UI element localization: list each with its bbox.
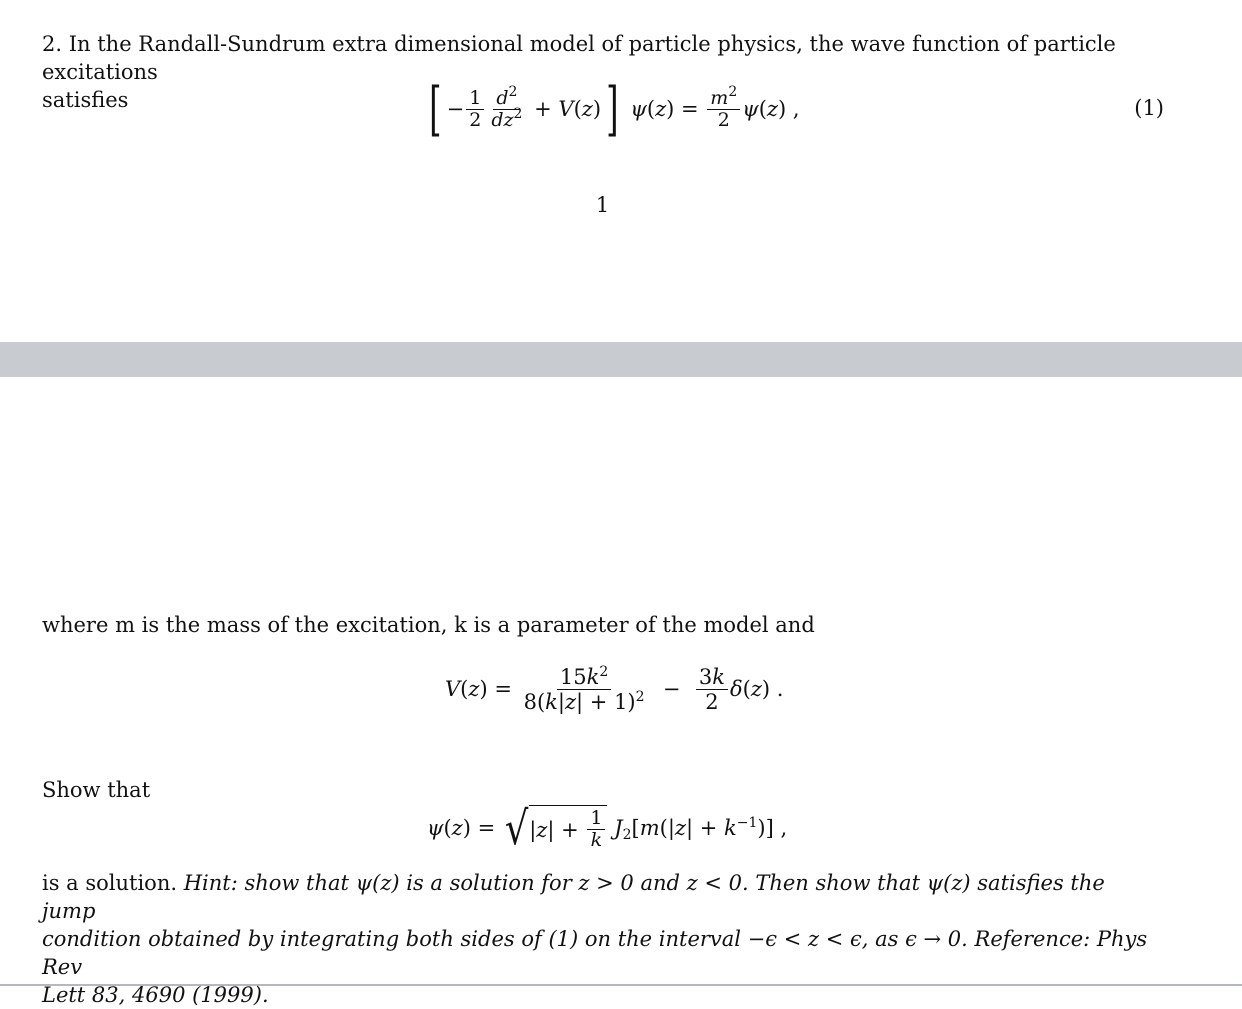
- problem-number: 2.: [42, 32, 63, 56]
- page-separator: [0, 342, 1242, 377]
- solution-equation: ψ(z) = √ | z | + $\frac{1}{k}$ $J_2[m(|z| + k^{-1})]$ ,: [427, 801, 788, 855]
- page-2: [0, 377, 1242, 1007]
- hint-line-1: Hint: show that ψ(z) is a solution for z > 0 and z < 0. Then show that ψ(z) satisfies the jump: [42, 871, 1105, 923]
- where-text: where m is the mass of the excitation, k is a parameter of the model and: [42, 613, 815, 637]
- page-number: 1: [595, 193, 610, 217]
- show-that: Show that: [42, 778, 151, 802]
- equation-1-number: (1): [1134, 96, 1164, 120]
- solution-lead: is a solution.: [42, 871, 178, 895]
- equation-1: [ − $\frac{1}{2}$ $\frac{d^2}{dz^2}$ + V(z) ] ψ(z) = $\frac{m^2}{2}$ ψ(z) ,: [429, 75, 800, 143]
- hint-line-2: condition obtained by integrating both sides of (1) on the interval −ϵ < z < ϵ, as ϵ → 0. Reference: Phys Rev: [42, 927, 1148, 979]
- hint-paragraph: [42, 869, 1164, 1009]
- page-1: [0, 0, 1242, 342]
- intro-line-1: In the Randall-Sundrum extra dimensional model of particle physics, the wave function of particle excitations: [42, 32, 1116, 84]
- hint-line-3: Lett 83, 4690 (1999).: [42, 983, 269, 1007]
- potential-equation: V(z) = $\frac{15k^2}{8(k|z| + 1)^2}$ − $\frac{3k}{2}$ δ(z) .: [445, 663, 784, 714]
- intro-line-2: satisfies: [42, 88, 129, 112]
